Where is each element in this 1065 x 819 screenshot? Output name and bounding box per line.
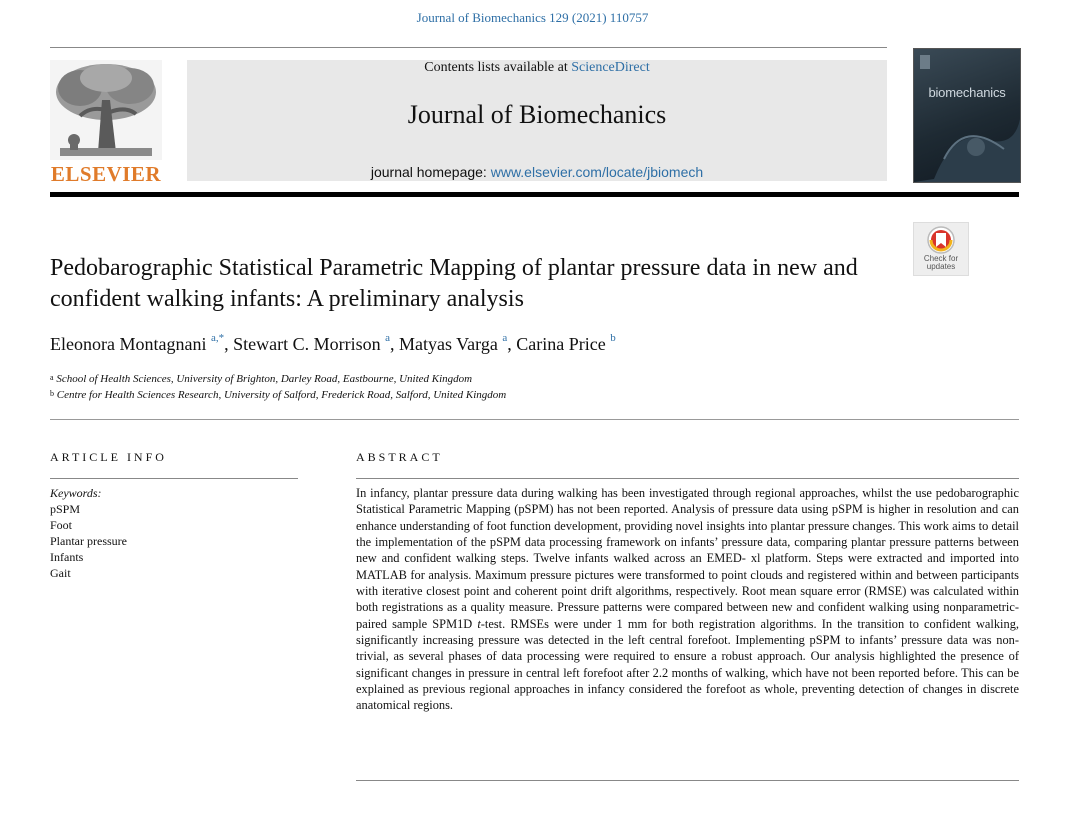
header-thick-divider bbox=[50, 192, 1019, 197]
affiliation bbox=[50, 389, 506, 401]
abstract-divider bbox=[356, 478, 1019, 479]
author-affiliation-sup[interactable]: a,* bbox=[210, 332, 225, 344]
author-name[interactable]: Stewart C. Morrison bbox=[233, 334, 381, 354]
sciencedirect-link[interactable]: ScienceDirect bbox=[571, 60, 650, 75]
publisher-name: ELSEVIER bbox=[50, 162, 162, 186]
keywords-label: Keywords: bbox=[50, 486, 102, 500]
elsevier-logo[interactable] bbox=[50, 60, 162, 184]
keyword-item: Infants bbox=[50, 550, 84, 564]
author-affiliation-sup[interactable]: a bbox=[502, 332, 508, 344]
top-divider bbox=[50, 47, 887, 48]
keywords-list bbox=[50, 485, 127, 581]
cover-title: biomechanics bbox=[928, 85, 1006, 100]
affiliation-text: School of Health Sciences, University of Brighton, Darley Road, Eastbourne, United Kingdom bbox=[56, 373, 473, 385]
check-badge-line1: Check for bbox=[923, 254, 959, 263]
keyword-item: Foot bbox=[50, 518, 73, 532]
author-name[interactable]: Eleonora Montagnani bbox=[50, 334, 207, 354]
author-name[interactable]: Matyas Varga bbox=[399, 334, 498, 354]
contents-prefix: Contents lists available at bbox=[424, 60, 572, 75]
journal-banner bbox=[187, 60, 887, 181]
abstract-bottom-divider bbox=[356, 780, 1019, 781]
affiliation-text: Centre for Health Sciences Research, University of Salford, Frederick Road, Salford, United Kingdom bbox=[56, 389, 507, 401]
abstract-part-1: In infancy, plantar pressure data during walking has been investigated through regional approaches, whilst the use pedobarographic Statistical Parametric Mapping (pSPM) has not been reported. Analysis of pressure data using pSPM is higher in resolution and can enhance understanding of foot function development, providing novel insights into plantar pressure changes. This work aims to detail the implementation of the pSPM data processing framework on infants’ pressure data, comparing plantar pressure patterns between new and confident walking steps. Twelve infants walked across an EMED- xl platform. Steps were extracted and imported into MATLAB for analysis. Maximum pressure pictures were transformed to point clouds and registered within and between participants with iterative closest point and coherent point drift algorithms, respectively. Root mean square error (RMSE) was calculated within both registrations as a quality measure. Pressure patterns were compared between new and confident walking using nonparametric-paired sample SPM1D bbox=[356, 486, 1019, 631]
bookmark-icon bbox=[914, 225, 968, 257]
author-affiliation-sup[interactable]: b bbox=[610, 332, 616, 344]
article-title: Pedobarographic Statistical Parametric Mapping of plantar pressure data in new and confident walking infants: A preliminary analysis bbox=[50, 255, 858, 312]
keyword-item: Gait bbox=[50, 566, 71, 580]
keyword-item: Plantar pressure bbox=[50, 534, 127, 548]
abstract-italic: t bbox=[477, 616, 481, 631]
affiliation-key: a bbox=[50, 373, 54, 382]
contents-line bbox=[187, 60, 887, 76]
check-badge-text bbox=[914, 255, 968, 271]
keyword-item: pSPM bbox=[50, 502, 81, 516]
homepage-prefix: journal homepage: bbox=[370, 164, 491, 180]
author-name[interactable]: Carina Price bbox=[516, 334, 606, 354]
affiliation-key: b bbox=[50, 389, 54, 398]
tree-icon bbox=[50, 60, 162, 160]
journal-cover[interactable] bbox=[913, 48, 1021, 183]
author-affiliation-sup[interactable]: a bbox=[385, 332, 390, 344]
check-for-updates-badge[interactable] bbox=[913, 222, 969, 276]
homepage-link[interactable]: www.elsevier.com/locate/jbiomech bbox=[490, 164, 704, 180]
abstract-heading: ABSTRACT bbox=[356, 450, 443, 464]
check-badge-line2: updates bbox=[926, 262, 956, 271]
section-divider bbox=[50, 419, 1019, 420]
article-info-divider bbox=[50, 478, 298, 479]
cover-art-icon bbox=[914, 49, 1020, 182]
abstract-part-2: -test. RMSEs were under 1 mm for both registration algorithms. In the transition to confident walking, significantly increasing pressure was detected in the left central forefoot. Implementing pSPM to infants’ pressure data was non-trivial, as several phases of data processing were required to ensure a robust approach. Our analysis highlighted the presence of significant changes in pressure in central left forefoot after 2.2 months of walking, which have not been reported before. This can be explained as previous regional approaches in infancy considered the forefoot as whole, preventing detection of changes in discrete anatomical regions. bbox=[356, 616, 1019, 713]
article-info-heading: ARTICLE INFO bbox=[50, 450, 167, 464]
homepage-line bbox=[187, 164, 887, 180]
abstract-text bbox=[356, 485, 1019, 714]
author-list: Eleonora Montagnani $^{a,*}$, Stewart C. Morrison $^a$, Matyas Varga $^a$, Carina Price $^b$ bbox=[50, 332, 616, 354]
affiliation bbox=[50, 373, 472, 385]
journal-citation[interactable]: Journal of Biomechanics 129 (2021) 110757 bbox=[416, 10, 649, 25]
journal-title: Journal of Biomechanics bbox=[407, 100, 667, 129]
